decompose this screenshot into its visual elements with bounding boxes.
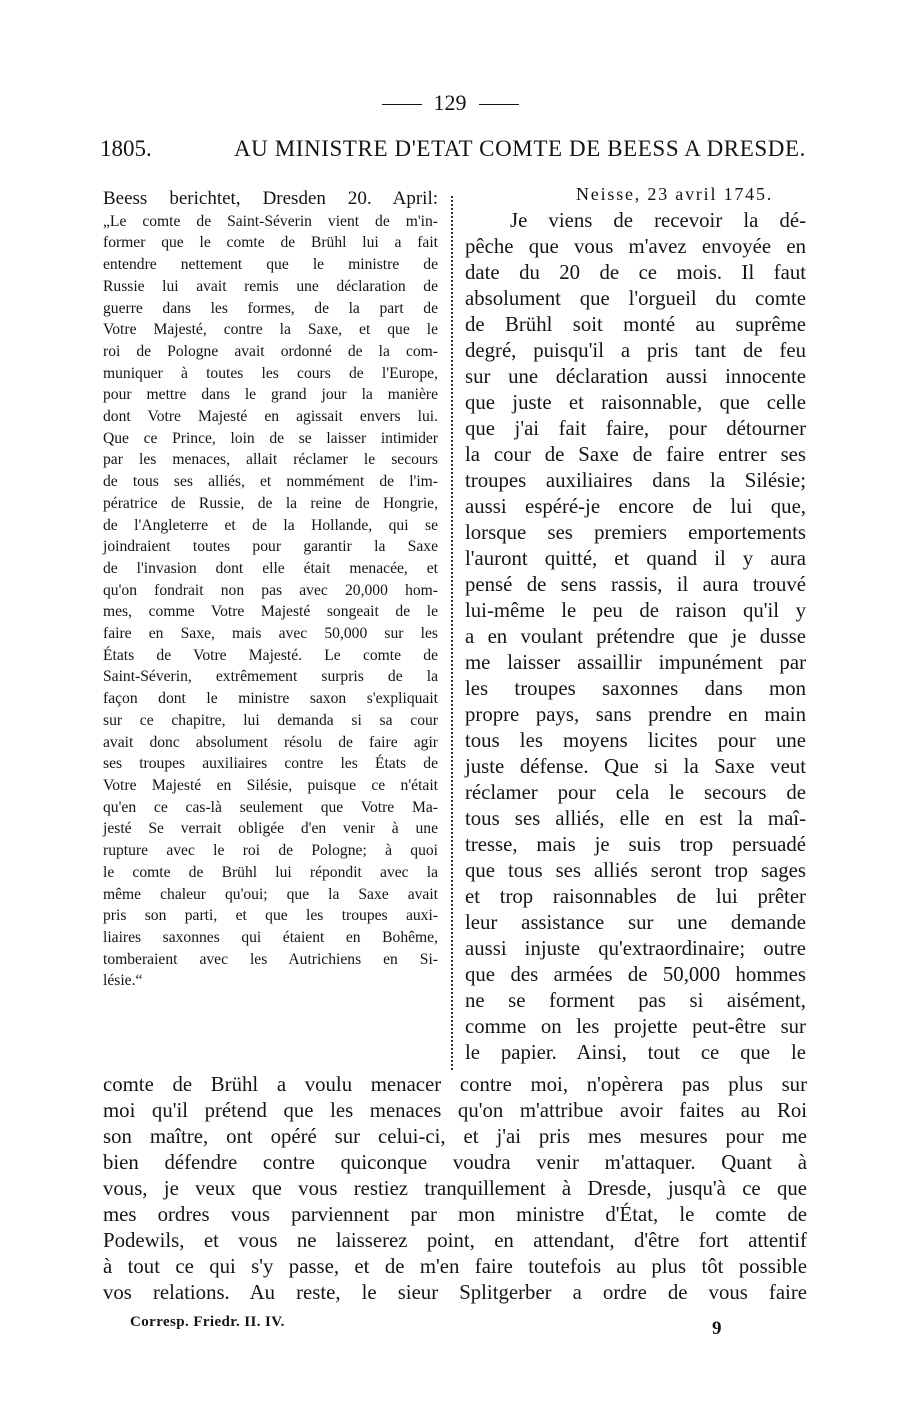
sheet-number: 9	[712, 1318, 722, 1339]
letter-line: leur assistance sur une demande	[465, 911, 806, 934]
note-line: de l'Angleterre et de la Hollande, qui se	[103, 516, 438, 534]
column-separator	[451, 196, 453, 1070]
letter-line: juste défense. Que si la Saxe veut	[465, 755, 806, 778]
letter-line: ne se forment pas si aisément,	[465, 989, 806, 1012]
note-line: tomberaient avec les Autrichiens en Si-	[103, 950, 438, 968]
note-line: lésie.“	[103, 972, 143, 990]
letter-line: de Brühl soit monté au suprême	[465, 313, 806, 336]
note-lead-text: Beess berichtet, Dresden 20. April:	[103, 188, 438, 209]
letter-line: aussi espéré-je encore de lui que,	[465, 495, 806, 518]
note-line: muniquer à toutes les cours de l'Europe,	[103, 364, 438, 382]
letter-line: à tout ce qui s'y passe, et de m'en faire toutefois au plus tôt possible	[103, 1255, 807, 1278]
note-line: même chaleur qu'oui; que la Saxe avait	[103, 885, 438, 903]
note-line: Votre Majesté, contre la Saxe, et que le	[103, 321, 438, 339]
letter-line: me laisser assaillir impunément par	[465, 651, 806, 674]
letter-line: moi qu'il prétend que les menaces qu'on m'attribue avoir faites au Roi	[103, 1099, 807, 1122]
letter-continuation	[103, 1072, 807, 1306]
letter-body	[465, 208, 806, 1066]
note-line: faire en Saxe, mais avec 50,000 sur les	[103, 625, 438, 643]
letter-line: comte de Brühl a voulu menacer contre moi, n'opèrera pas plus sur	[103, 1073, 807, 1096]
note-line: Russie lui avait remis une déclaration de	[103, 277, 438, 295]
letter-line: tous les moyens licites pour une	[465, 729, 806, 752]
letter-line: vos relations. Au reste, le sieur Splitgerber a ordre de vous faire	[103, 1281, 807, 1304]
note-line: par les menaces, allait réclamer le secours	[103, 451, 438, 469]
letter-number: 1805.	[100, 136, 152, 161]
note-line: de l'invasion dont elle était menacée, et	[103, 559, 438, 577]
note-line: guerre dans les formes, de la part de	[103, 299, 438, 317]
note-line: qu'en ce cas-là seulement que Votre Ma-	[103, 798, 438, 816]
editorial-note	[103, 188, 438, 992]
letter-line: pêche que vous m'avez envoyée en	[465, 235, 806, 258]
note-line: États de Votre Majesté. Le comte de	[103, 646, 438, 664]
note-line: sur ce chapitre, lui demanda si sa cour	[103, 711, 438, 729]
dateline: Neisse, 23 avril 1745.	[576, 184, 774, 204]
letter-line: que tous ses alliés seront trop sages	[465, 859, 806, 882]
letter-line: pensé de sens rassis, il aura trouvé	[465, 573, 806, 596]
note-line: Saint-Séverin, extrêmement surpris de la	[103, 668, 438, 686]
letter-line: Podewils, et vous ne laisserez point, en attendant, d'être fort attentif	[103, 1229, 807, 1252]
note-line: avait donc absolument résolu de faire agir	[103, 733, 438, 751]
letter-line: tresse, mais je suis trop persuadé	[465, 833, 806, 856]
letter-line: sur une déclaration aussi innocente	[465, 365, 806, 388]
running-head	[0, 90, 900, 116]
letter-line: vous, je veux que vous restiez tranquillement à Dresde, jusqu'à ce que	[103, 1177, 807, 1200]
letter-line: a en voulant prétendre que je dusse	[465, 625, 806, 648]
note-line: roi de Pologne avait ordonné de la com-	[103, 342, 438, 360]
note-line: qu'on fondrait non pas avec 20,000 hom-	[103, 581, 438, 599]
note-line: mes, comme Votre Majesté songeait de le	[103, 603, 438, 621]
letter-line: que j'ai fait faire, pour détourner	[465, 417, 806, 440]
note-line: Que ce Prince, loin de se laisser intimider	[103, 429, 438, 447]
note-lead	[103, 188, 438, 211]
letter-line: lui-même le peu de raison qu'il y	[465, 599, 806, 622]
left-dash	[382, 104, 422, 105]
note-line: rupture avec le roi de Pologne; à quoi	[103, 842, 438, 860]
letter-line: propre pays, sans prendre en main	[465, 703, 806, 726]
note-line: façon dont le ministre saxon s'expliquait	[103, 690, 438, 708]
note-line: pératrice de Russie, de la reine de Hongrie,	[103, 494, 438, 512]
note-line: Votre Majesté en Silésie, puisque ce n'était	[103, 776, 438, 794]
letter-line: Je viens de recevoir la dé-	[510, 209, 806, 232]
note-line: pris son parti, et que les troupes auxi-	[103, 907, 438, 925]
letter-line: tous ses alliés, elle en est la maî-	[465, 807, 806, 830]
note-line: entendre nettement que le ministre de	[103, 256, 438, 274]
letter-line: aussi injuste qu'extraordinaire; outre	[465, 937, 806, 960]
letter-line: troupes auxiliaires dans la Silésie;	[465, 469, 806, 492]
letter-line: date du 20 de ce mois. Il faut	[465, 261, 806, 284]
letter-line: absolument que l'orgueil du comte	[465, 287, 806, 310]
note-line: „Le comte de Saint-Séverin vient de m'in-	[103, 212, 438, 230]
letter-line: le papier. Ainsi, tout ce que le	[465, 1041, 806, 1064]
letter-line: son maître, ont opéré sur celui-ci, et j'ai pris mes mesures pour me	[103, 1125, 807, 1148]
letter-line: et trop raisonnables de lui prêter	[465, 885, 806, 908]
letter-line: degré, puisqu'il a pris tant de feu	[465, 339, 806, 362]
letter-line: mes ordres vous parviennent par mon ministre d'État, le comte de	[103, 1203, 807, 1226]
note-line: de tous ses alliés, et nommément de l'im-	[103, 473, 438, 491]
note-line: pour mettre dans le grand jour la manière	[103, 386, 438, 404]
note-line: jesté Se verrait obligée d'en venir à une	[103, 820, 438, 838]
note-line: ses troupes auxiliaires contre les États de	[103, 755, 438, 773]
letter-line: que juste et raisonnable, que celle	[465, 391, 806, 414]
letter-heading	[100, 136, 806, 162]
letter-line: bien défendre contre quiconque voudra venir m'attaquer. Quant à	[103, 1151, 807, 1174]
letter-line: lorsque ses premiers emportements	[465, 521, 806, 544]
note-line: liaires saxonnes qui étaient en Bohême,	[103, 928, 438, 946]
note-line: dont Votre Majesté en agissait envers lui.	[103, 408, 438, 426]
page-number: 129	[433, 90, 467, 115]
letter-line: la cour de Saxe de faire entrer ses	[465, 443, 806, 466]
signature-mark: Corresp. Friedr. II. IV.	[130, 1314, 285, 1330]
note-line: former que le comte de Brühl lui a fait	[103, 234, 438, 252]
letter-title: AU MINISTRE D'ETAT COMTE DE BEESS A DRESDE.	[233, 136, 806, 161]
right-dash	[479, 104, 519, 105]
letter-line: que des armées de 50,000 hommes	[465, 963, 806, 986]
letter-line: réclamer pour cela le secours de	[465, 781, 806, 804]
letter-line: les troupes saxonnes dans mon	[465, 677, 806, 700]
note-line: joindraient toutes pour garantir la Saxe	[103, 538, 438, 556]
note-line: le comte de Brühl lui répondit avec la	[103, 863, 438, 881]
letter-line: l'auront quitté, et quand il y aura	[465, 547, 806, 570]
letter-line: comme on les projette peut-être sur	[465, 1015, 806, 1038]
